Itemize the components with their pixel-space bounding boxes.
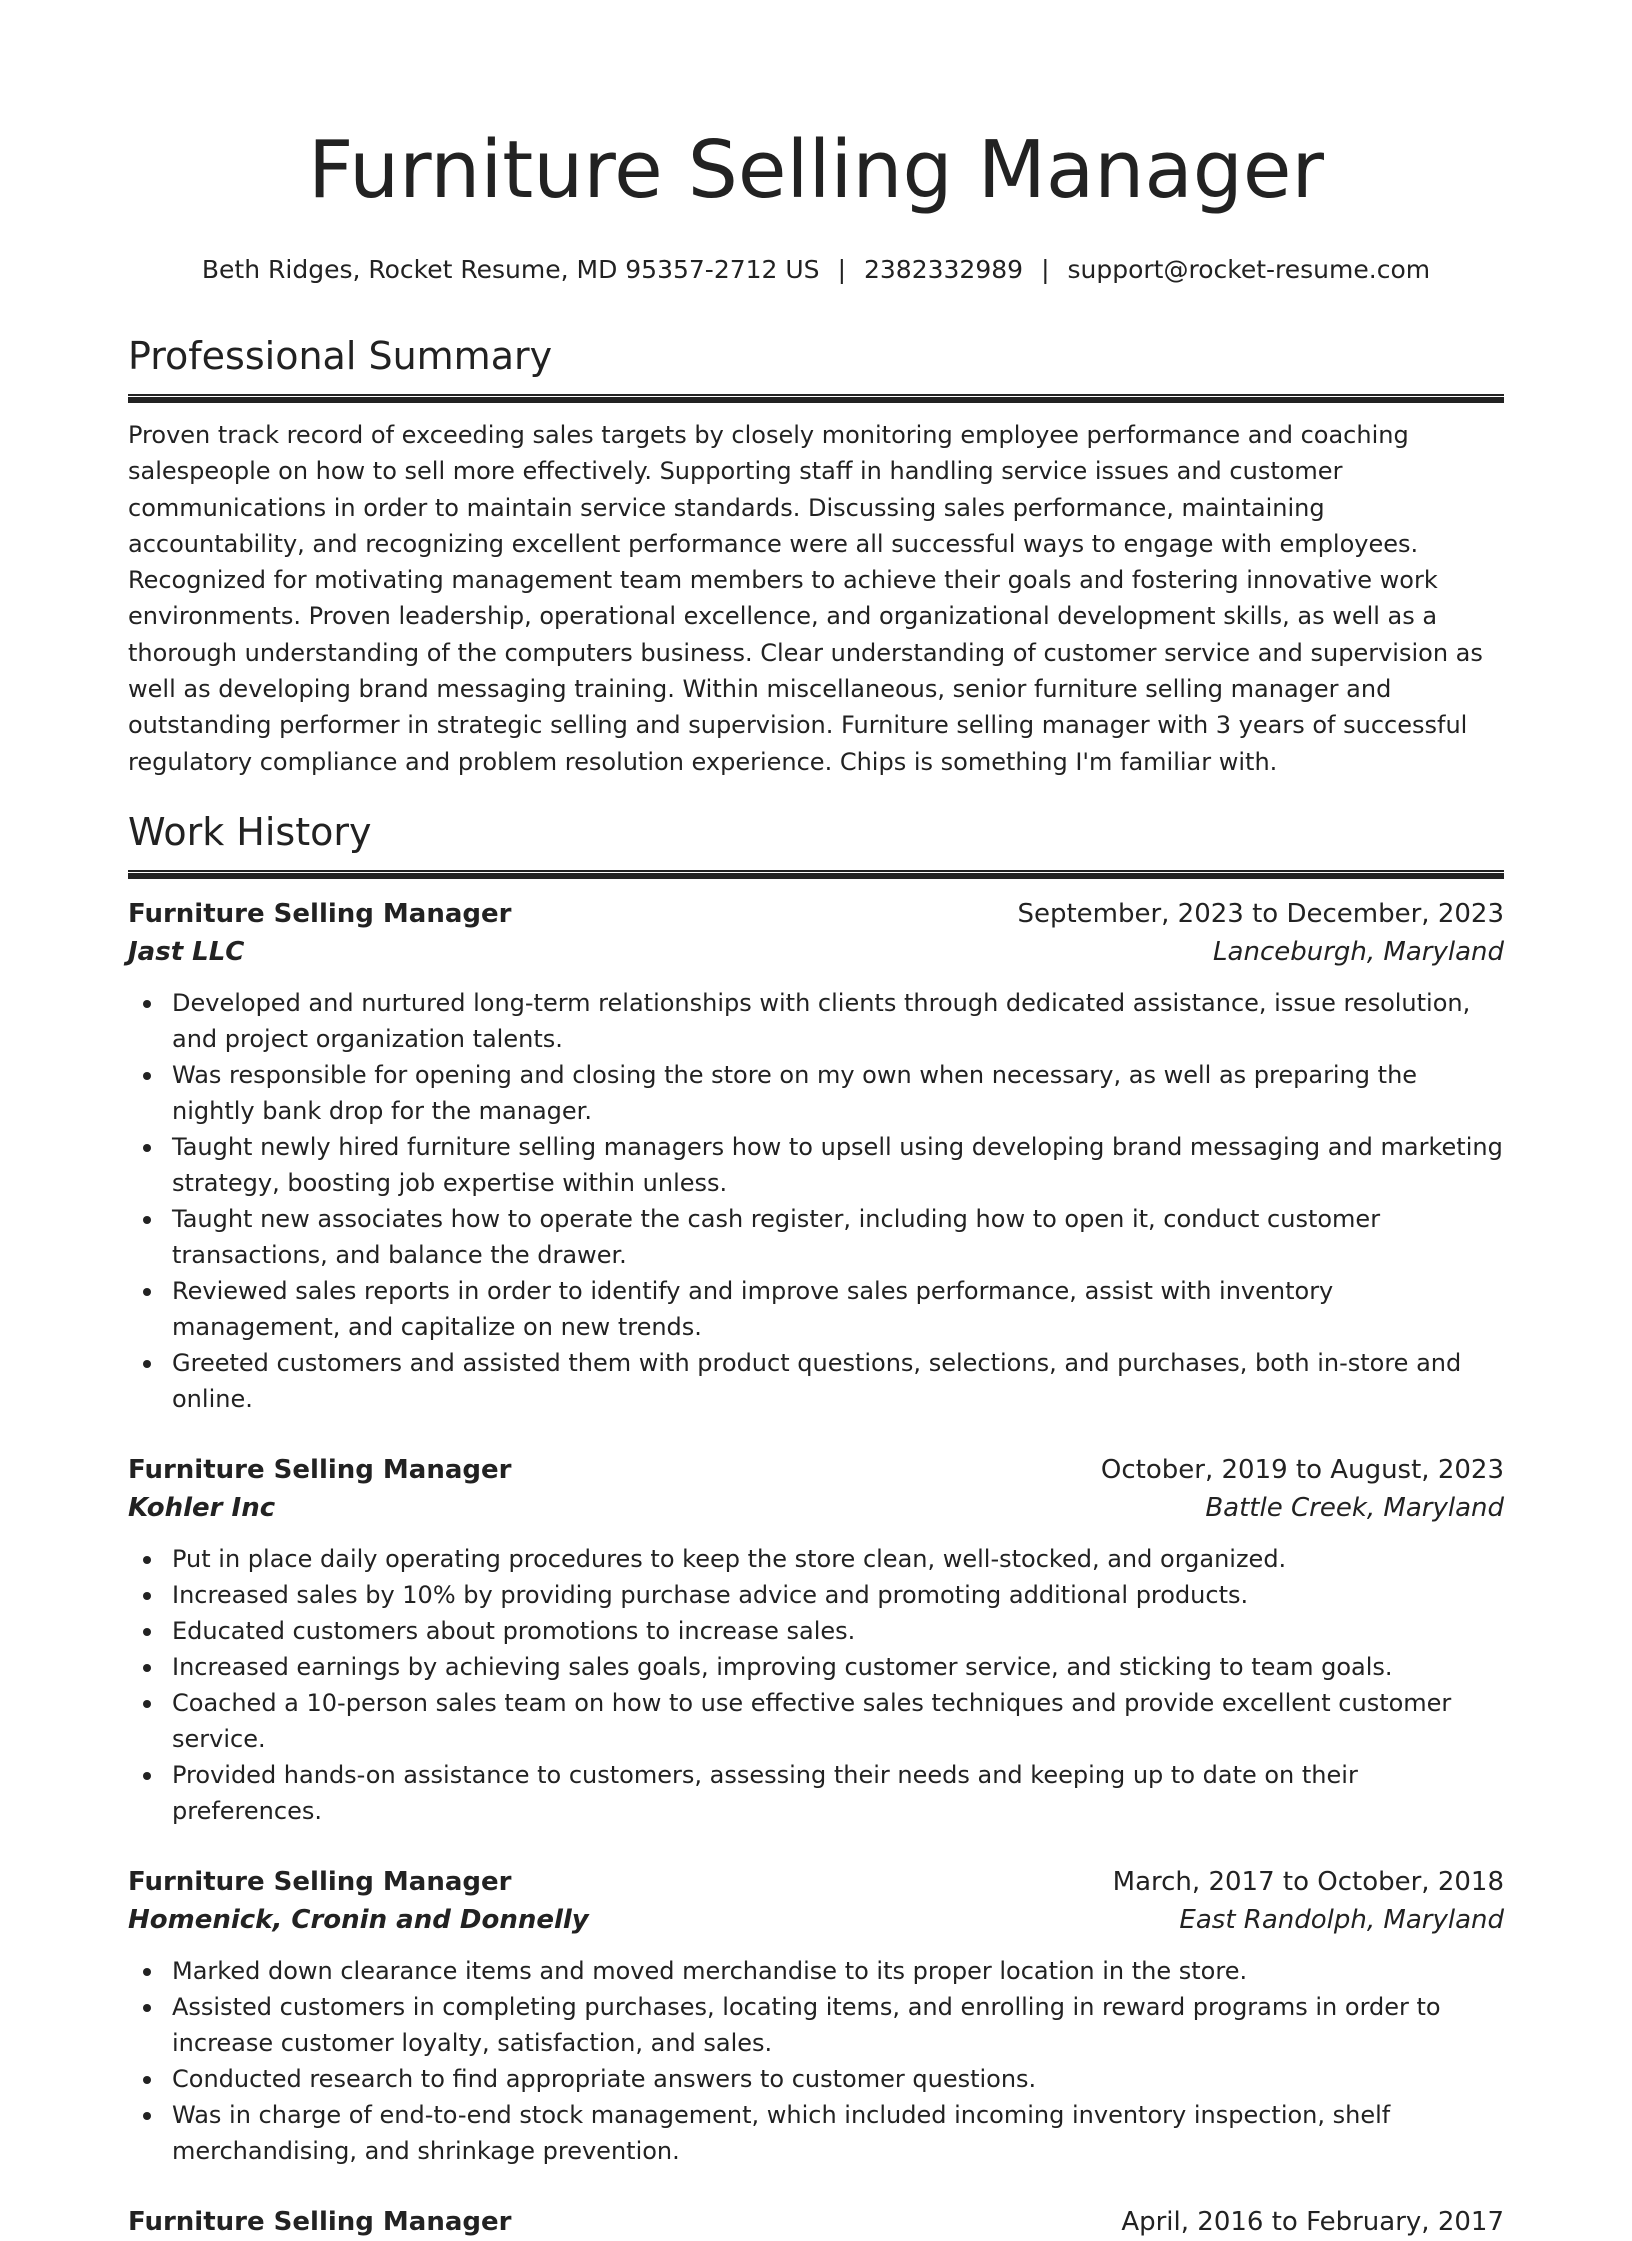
job-dates: April, 2016 to February, 2017 xyxy=(1121,2206,1504,2237)
job-bullet: Reviewed sales reports in order to identify and improve sales performance, assist with inventory management, and capitalize on new trends. xyxy=(128,1273,1504,1345)
job-location: Battle Creek, Maryland xyxy=(1205,1492,1504,1523)
job-bullet: Assisted customers in completing purchases, locating items, and enrolling in reward programs in order to increase customer loyalty, satisfaction, and sales. xyxy=(128,1989,1504,2061)
job-company-row xyxy=(128,1901,1504,1939)
job-company: Jast LLC xyxy=(128,936,245,967)
summary-text: Proven track record of exceeding sales targets by closely monitoring employee performance and coaching salespeople on how to sell more effectively. Supporting staff in handling service issues and customer communications in order to maintain service standards. Discussing sales performance, maintaining accountability, and recognizing excellent performance were all successful ways to engage with employees. Recognized for motivating management team members to achieve their goals and fostering innovative work environments. Proven leadership, operational excellence, and organizational development skills, as well as a thorough understanding of the computers business. Clear understanding of customer service and supervision as well as developing brand messaging training. Within miscellaneous, senior furniture selling manager and outstanding performer in strategic selling and supervision. Furniture selling manager with 3 years of successful regulatory compliance and problem resolution experience. Chips is something I'm familiar with. xyxy=(128,421,1483,776)
summary-heading: Professional Summary xyxy=(128,334,553,378)
job-company: Kohler Inc xyxy=(128,1492,276,1523)
job-company: Homenick, Cronin and Donnelly xyxy=(128,1904,589,1935)
job-bullets xyxy=(128,1953,1504,2169)
job-title: Furniture Selling Manager xyxy=(128,1866,512,1897)
job-bullets xyxy=(128,985,1504,1417)
job-bullet: Coached a 10-person sales team on how to use effective sales techniques and provide excellent customer service. xyxy=(128,1685,1504,1757)
contact-separator: | xyxy=(1041,255,1050,284)
job-location: Lanceburgh, Maryland xyxy=(1213,936,1504,967)
job-location: East Randolph, Maryland xyxy=(1179,1904,1504,1935)
job-dates: March, 2017 to October, 2018 xyxy=(1112,1866,1504,1897)
job-dates: September, 2023 to December, 2023 xyxy=(1017,898,1504,929)
work-history-heading: Work History xyxy=(128,809,372,854)
job-bullet: Conducted research to find appropriate answers to customer questions. xyxy=(128,2061,1504,2097)
job-header-row xyxy=(128,2203,1504,2241)
job-dates: October, 2019 to August, 2023 xyxy=(1100,1454,1504,1485)
resume-page xyxy=(0,122,1632,2237)
job-bullet: Was responsible for opening and closing the store on my own when necessary, as well as preparing the nightly bank drop for the manager. xyxy=(128,1057,1504,1129)
work-history-section xyxy=(128,810,1504,2241)
job-entry xyxy=(128,895,1504,1417)
job-bullet: Increased earnings by achieving sales goals, improving customer service, and sticking to team goals. xyxy=(128,1649,1504,1685)
contact-address: Beth Ridges, Rocket Resume, MD 95357-2712 US xyxy=(201,255,820,284)
summary-section xyxy=(128,334,1504,780)
job-header-row xyxy=(128,1451,1504,1489)
contact-phone: 2382332989 xyxy=(864,255,1024,284)
job-bullet: Was in charge of end-to-end stock management, which included incoming inventory inspection, shelf merchandising, and shrinkage prevention. xyxy=(128,2097,1504,2169)
job-company-row xyxy=(128,1489,1504,1527)
resume-title: Furniture Selling Manager xyxy=(307,124,1324,216)
section-divider xyxy=(128,394,1504,403)
job-bullet: Increased sales by 10% by providing purchase advice and promoting additional products. xyxy=(128,1577,1504,1613)
job-bullet: Greeted customers and assisted them with product questions, selections, and purchases, both in-store and online. xyxy=(128,1345,1504,1417)
job-bullet: Taught newly hired furniture selling managers how to upsell using developing brand messaging and marketing strategy, boosting job expertise within unless. xyxy=(128,1129,1504,1201)
section-divider xyxy=(128,870,1504,879)
job-bullet: Educated customers about promotions to increase sales. xyxy=(128,1613,1504,1649)
job-bullet: Put in place daily operating procedures to keep the store clean, well-stocked, and organized. xyxy=(128,1541,1504,1577)
job-entry xyxy=(128,1451,1504,1829)
job-entry xyxy=(128,1863,1504,2169)
job-title: Furniture Selling Manager xyxy=(128,2206,512,2237)
contact-separator: | xyxy=(837,255,846,284)
contact-email: support@rocket-resume.com xyxy=(1067,255,1431,284)
job-bullet: Taught new associates how to operate the cash register, including how to open it, conduct customer transactions, and balance the drawer. xyxy=(128,1201,1504,1273)
job-bullet: Marked down clearance items and moved merchandise to its proper location in the store. xyxy=(128,1953,1504,1989)
job-header-row xyxy=(128,1863,1504,1901)
job-title: Furniture Selling Manager xyxy=(128,898,512,929)
contact-line xyxy=(128,254,1504,286)
job-title: Furniture Selling Manager xyxy=(128,1454,512,1485)
job-bullet: Provided hands-on assistance to customers, assessing their needs and keeping up to date on their preferences. xyxy=(128,1757,1504,1829)
job-bullets xyxy=(128,1541,1504,1829)
job-bullet: Developed and nurtured long-term relationships with clients through dedicated assistance, issue resolution, and project organization talents. xyxy=(128,985,1504,1057)
job-company-row xyxy=(128,933,1504,971)
job-entry xyxy=(128,2203,1504,2241)
job-header-row xyxy=(128,895,1504,933)
